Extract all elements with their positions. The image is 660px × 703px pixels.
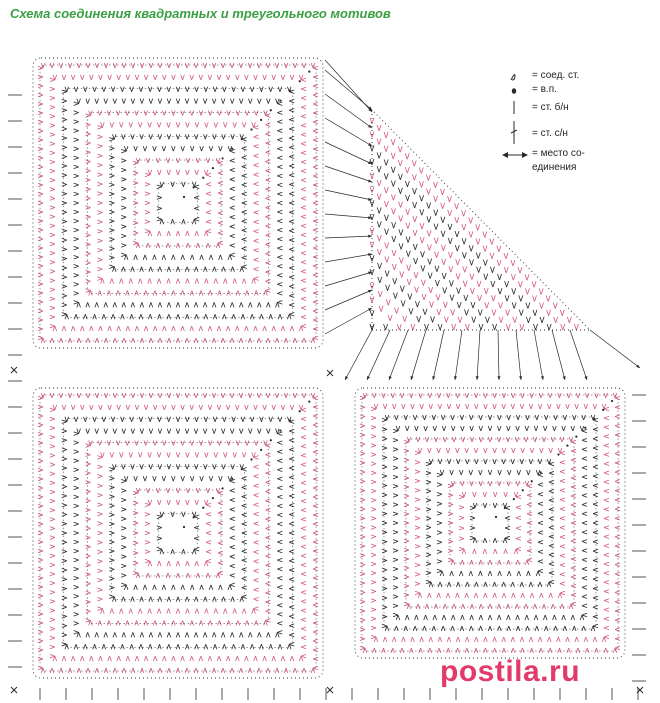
- legend-row-double-crochet: [502, 118, 652, 148]
- watermark-logo: postila.ru: [440, 655, 581, 688]
- double-crochet-icon: [502, 118, 528, 146]
- diagram-title: Схема соединения квадратных и треугольного мотивов: [10, 6, 391, 21]
- legend-row-join-place: [502, 148, 652, 162]
- legend: [502, 70, 652, 176]
- legend-label: = ст. б/н: [532, 102, 569, 113]
- legend-label: = ст. с/н: [532, 128, 568, 139]
- legend-label: = соед. ст.: [532, 70, 580, 81]
- legend-label: единения: [532, 162, 577, 173]
- slip-stitch-icon: [502, 70, 528, 84]
- legend-row-join-place-cont: [502, 162, 652, 176]
- legend-row-chain: [502, 84, 652, 98]
- legend-row-single-crochet: [502, 98, 652, 118]
- legend-row-slip-stitch: [502, 70, 652, 84]
- legend-label: = в.п.: [532, 84, 557, 95]
- square-motif-top-left: [33, 58, 323, 348]
- chain-stitch-icon: [502, 84, 528, 98]
- join-place-icon: [502, 148, 528, 162]
- single-crochet-icon: [502, 98, 528, 116]
- legend-label: = место со-: [532, 148, 585, 159]
- square-motif-bottom-left: [33, 388, 323, 678]
- square-motif-bottom-right: [355, 388, 625, 658]
